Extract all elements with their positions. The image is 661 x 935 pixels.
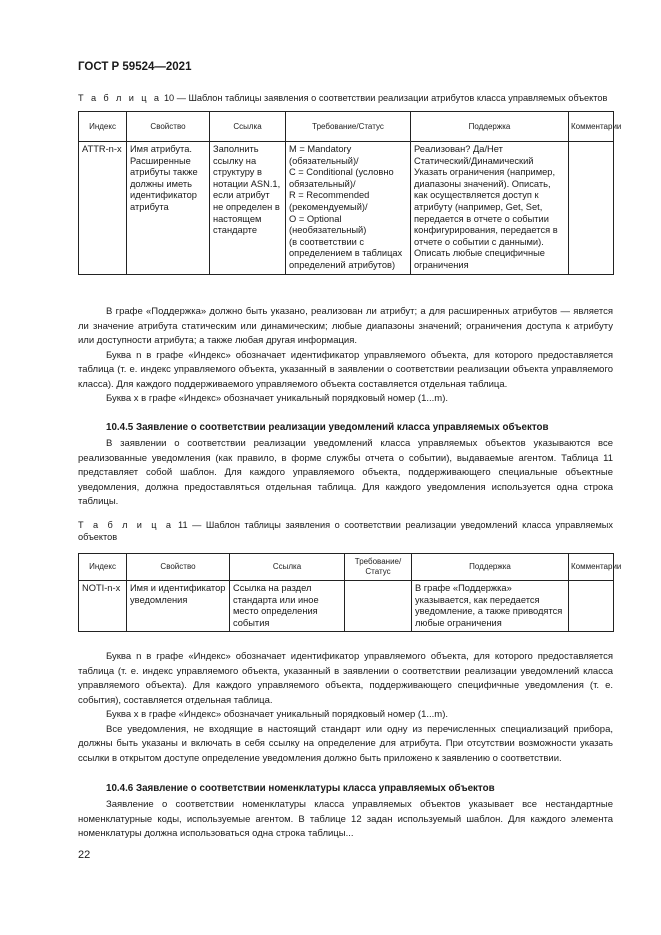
paragraph: Все уведомления, не входящие в настоящий стандарт или одну из перечисленных специализаций прибора, должны быть указаны и включать в себя ссылку на определение для атрибута. При отсутствии возможности указать ссылки в открытом доступе определение уведомления должно быть приложено к заявлению о соответствии. bbox=[78, 723, 613, 764]
cell-property: Имя и идентификатор уведомления bbox=[127, 581, 230, 632]
section-heading-10-4-5: 10.4.5 Заявление о соответствии реализации уведомлений класса управляемых объектов bbox=[106, 422, 549, 433]
column-header-property: Свойство bbox=[127, 112, 210, 142]
cell-comments bbox=[569, 581, 614, 632]
table-10-caption-text: 10 — Шаблон таблицы заявления о соответствии реализации атрибутов класса управляемых объектов bbox=[163, 93, 608, 103]
paragraph: Буква n в графе «Индекс» обозначает идентификатор управляемого объекта, для которого предоставляется таблица (т. е. индекс управляемого объекта, указанный в заявлении о соответствии реализации объекта управляемого класса). Для каждого поддерживаемого управляемого объекта составляется отдельная таблица. bbox=[78, 349, 613, 390]
column-header-support: Поддержка bbox=[412, 554, 569, 581]
column-header-reference: Ссылка bbox=[210, 112, 286, 142]
cell-property: Имя атрибута. Расширенные атрибуты также должны иметь идентификатор атрибута bbox=[127, 142, 210, 275]
text-block-1 bbox=[78, 305, 613, 407]
paragraph: В графе «Поддержка» должно быть указано, реализован ли атрибут; а для расширенных атрибутов — является ли значение атрибута статическим или динамическим; любые диапазоны значений; ограничения доступа к атрибуту или доступности атрибута; а также любая другая информация. bbox=[78, 306, 613, 346]
column-header-index: Индекс bbox=[79, 112, 127, 142]
paragraph: Буква x в графе «Индекс» обозначает уникальный порядковый номер (1...m). bbox=[106, 709, 449, 720]
cell-reference: Заполнить ссылку на структуру в нотации ASN.1, если атрибут не определен в настоящем стандарте bbox=[210, 142, 286, 275]
table-11 bbox=[78, 553, 622, 632]
table-11-caption bbox=[78, 519, 613, 543]
table-11-caption-text: 11 — Шаблон таблицы заявления о соответствии реализации уведомлений класса управляемых объектов bbox=[78, 520, 613, 542]
cell-comments bbox=[569, 142, 614, 275]
column-header-support: Поддержка bbox=[411, 112, 569, 142]
cell-support: В графе «Поддержка» указывается, как передается уведомление, а также приводятся любые ограничения bbox=[412, 581, 569, 632]
column-header-requirement: Требование/Статус bbox=[286, 112, 411, 142]
table-header-row bbox=[79, 112, 614, 142]
section-10-4-5-body bbox=[78, 437, 613, 510]
column-header-reference: Ссылка bbox=[230, 554, 345, 581]
paragraph: Буква x в графе «Индекс» обозначает уникальный порядковый номер (1...m). bbox=[106, 393, 449, 404]
table-header-row bbox=[79, 554, 614, 581]
paragraph: Буква n в графе «Индекс» обозначает идентификатор управляемого объекта, для которого предоставляется таблица (т. е. индекс управляемого объекта, указанный в заявлении о соответствии реализации уведомлений класса управляемого объекта). Для каждого управляемого объекта, поддерживающего специфичные уведомления (т. е. события), составляется отдельная таблица. bbox=[78, 651, 613, 706]
table-10-caption bbox=[78, 92, 613, 104]
section-heading-10-4-6: 10.4.6 Заявление о соответствии номенклатуры класса управляемых объектов bbox=[106, 783, 495, 794]
paragraph: В заявлении о соответствии реализации уведомлений класса управляемых объектов указываются все реализованные уведомления (как правило, в форме службы отчета о событии), выдаваемые агентом. Таблица 11 представляет собой шаблон. Для каждого управляемого объекта, поддерживающего специальные объектные уведомления, должна предоставляться отдельная таблица. Для каждого уведомления используется одна строка таблицы. bbox=[78, 438, 613, 507]
paragraph: Заявление о соответствии номенклатуры класса управляемых объектов указывает все нестандартные номенклатурные коды, используемые агентом. В таблице 12 задан используемый шаблон. Для каждого элемента номенклатуры должна использоваться одна строка таблицы... bbox=[78, 799, 613, 839]
table-11-caption-prefix: Т а б л и ц а bbox=[78, 520, 174, 530]
standard-header: ГОСТ Р 59524—2021 bbox=[78, 61, 192, 73]
cell-requirement: M = Mandatory (обязательный)/ C = Conditional (условно обязательный)/ R = Recommended (рекомендуемый)/ O = Optional (необязательный) (в соответствии с определением в таблицах определений атрибутов) bbox=[286, 142, 411, 275]
cell-requirement bbox=[345, 581, 412, 632]
column-header-comments: Комментарии bbox=[569, 112, 614, 142]
text-block-2 bbox=[78, 650, 613, 766]
table-10-caption-prefix: Т а б л и ц а bbox=[78, 93, 162, 103]
cell-reference: Ссылка на раздел стандарта или иное место определения события bbox=[230, 581, 345, 632]
column-header-property: Свойство bbox=[127, 554, 230, 581]
column-header-requirement: Требование/Статус bbox=[345, 554, 412, 581]
cell-support: Реализован? Да/Нет Статический/Динамический Указать ограничения (например, диапазоны значений). Описать, как осуществляется доступ к атрибуту (например, Get, Set, передается в отчете о событии конфигурирования, передается в отчете о событии с данными). Описать любые специфичные ограничения bbox=[411, 142, 569, 275]
page-number: 22 bbox=[78, 849, 91, 861]
table-10 bbox=[78, 111, 622, 275]
table-row bbox=[79, 142, 614, 275]
column-header-comments: Комментарии bbox=[569, 554, 614, 581]
table-row bbox=[79, 581, 614, 632]
column-header-index: Индекс bbox=[79, 554, 127, 581]
cell-index: ATTR-n-x bbox=[79, 142, 127, 275]
cell-index: NOTI-n-x bbox=[79, 581, 127, 632]
section-10-4-6-body bbox=[78, 798, 613, 842]
